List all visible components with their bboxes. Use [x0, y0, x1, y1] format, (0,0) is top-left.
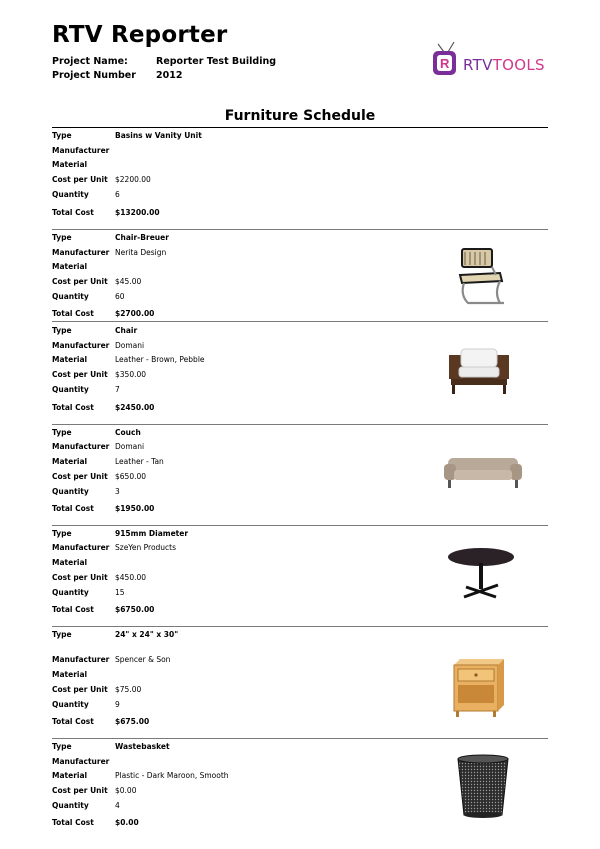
cost-label: Cost per Unit [52, 175, 108, 184]
type-label: Type [52, 428, 72, 437]
type-value: 24" x 24" x 30" [115, 630, 179, 639]
item-4-quantity-row [52, 487, 120, 496]
manufacturer-value: Domani [115, 341, 145, 350]
cost-value: $2200.00 [115, 175, 151, 184]
item-6-material-row [52, 670, 115, 679]
item-7-type-row [52, 742, 170, 751]
manufacturer-value: Domani [115, 442, 145, 451]
material-label: Material [52, 160, 88, 169]
manufacturer-label: Manufacturer [52, 655, 110, 664]
material-value: Plastic - Dark Maroon, Smooth [115, 771, 229, 780]
item-3-cost-row [52, 370, 146, 379]
item-4-material-row [52, 457, 164, 466]
quantity-value: 60 [115, 292, 125, 301]
cost-label: Cost per Unit [52, 685, 108, 694]
sofa-icon [438, 442, 528, 494]
item-3-material-row [52, 355, 205, 364]
type-label: Type [52, 742, 72, 751]
total-label: Total Cost [52, 208, 94, 217]
quantity-label: Quantity [52, 700, 89, 709]
quantity-value: 9 [115, 700, 120, 709]
item-divider [52, 424, 548, 425]
quantity-label: Quantity [52, 190, 89, 199]
total-value: $2700.00 [115, 309, 155, 318]
cost-label: Cost per Unit [52, 472, 108, 481]
type-label: Type [52, 529, 72, 538]
total-label: Total Cost [52, 818, 94, 827]
cost-value: $450.00 [115, 573, 147, 582]
type-value: Wastebasket [115, 742, 170, 751]
item-5-cost-row [52, 573, 146, 582]
type-label: Type [52, 131, 72, 140]
cost-value: $45.00 [115, 277, 142, 286]
item-4-total-row [52, 504, 154, 513]
cost-value: $350.00 [115, 370, 147, 379]
total-label: Total Cost [52, 605, 94, 614]
item-4-manufacturer-row [52, 442, 144, 451]
quantity-label: Quantity [52, 801, 89, 810]
item-divider [52, 626, 548, 627]
item-divider [52, 738, 548, 739]
item-4-cost-row [52, 472, 146, 481]
manufacturer-value: SzeYen Products [115, 543, 177, 552]
item-3-quantity-row [52, 385, 120, 394]
total-value: $0.00 [115, 818, 139, 827]
item-3-total-row [52, 403, 154, 412]
type-value: Chair-Breuer [115, 233, 169, 242]
item-6-quantity-row [52, 700, 120, 709]
project-number-value: 2012 [156, 70, 183, 81]
type-label: Type [52, 326, 72, 335]
schedule-title: Furniture Schedule [224, 108, 376, 124]
cost-label: Cost per Unit [52, 573, 108, 582]
material-label: Material [52, 262, 88, 271]
material-label: Material [52, 558, 88, 567]
item-1-cost-row [52, 175, 151, 184]
total-label: Total Cost [52, 504, 94, 513]
total-value: $13200.00 [115, 208, 160, 217]
quantity-value: 4 [115, 801, 120, 810]
total-value: $1950.00 [115, 504, 155, 513]
item-divider [52, 321, 548, 322]
type-label: Type [52, 233, 72, 242]
project-name-value: Reporter Test Building [156, 56, 277, 67]
item-6-total-row [52, 717, 149, 726]
item-5-type-row [52, 529, 188, 538]
cantilever-chair-icon [450, 243, 510, 311]
manufacturer-value: Spencer & Son [115, 655, 171, 664]
item-7-material-row [52, 771, 229, 780]
cost-label: Cost per Unit [52, 786, 108, 795]
item-2-material-row [52, 262, 115, 271]
item-1-material-row [52, 160, 115, 169]
quantity-label: Quantity [52, 487, 89, 496]
quantity-value: 15 [115, 588, 125, 597]
page-title: RTV Reporter [52, 22, 228, 48]
quantity-label: Quantity [52, 385, 89, 394]
item-divider [52, 525, 548, 526]
manufacturer-label: Manufacturer [52, 341, 110, 350]
material-label: Material [52, 670, 88, 679]
item-7-cost-row [52, 786, 136, 795]
item-2-type-row [52, 233, 169, 242]
total-value: $6750.00 [115, 605, 155, 614]
item-5-manufacturer-row [52, 543, 176, 552]
material-label: Material [52, 771, 88, 780]
item-2-quantity-row [52, 292, 125, 301]
total-value: $675.00 [115, 717, 150, 726]
total-label: Total Cost [52, 403, 94, 412]
item-7-total-row [52, 818, 139, 827]
cost-value: $0.00 [115, 786, 137, 795]
manufacturer-value: Nerita Design [115, 248, 167, 257]
quantity-value: 3 [115, 487, 120, 496]
material-label: Material [52, 457, 88, 466]
type-value: Couch [115, 428, 141, 437]
item-5-total-row [52, 605, 154, 614]
type-label: Type [52, 630, 72, 639]
cost-label: Cost per Unit [52, 277, 108, 286]
item-7-manufacturer-row [52, 757, 115, 766]
manufacturer-label: Manufacturer [52, 757, 110, 766]
round-table-icon [444, 545, 518, 603]
item-7-quantity-row [52, 801, 120, 810]
quantity-label: Quantity [52, 588, 89, 597]
cost-label: Cost per Unit [52, 370, 108, 379]
type-value: Basins w Vanity Unit [115, 131, 202, 140]
project-number-row [52, 70, 182, 81]
quantity-label: Quantity [52, 292, 89, 301]
project-number-label: Project Number [52, 70, 136, 81]
manufacturer-label: Manufacturer [52, 146, 110, 155]
item-6-manufacturer-row [52, 655, 170, 664]
nightstand-icon [448, 655, 508, 719]
type-value: Chair [115, 326, 138, 335]
item-1-quantity-row [52, 190, 120, 199]
item-1-type-row [52, 131, 202, 140]
total-label: Total Cost [52, 309, 94, 318]
logo-text: RTVTOOLS [463, 56, 545, 74]
item-6-type-row [52, 630, 178, 639]
material-label: Material [52, 355, 88, 364]
material-value: Leather - Tan [115, 457, 164, 466]
total-value: $2450.00 [115, 403, 155, 412]
wastebasket-icon [452, 753, 514, 821]
total-label: Total Cost [52, 717, 94, 726]
item-1-manufacturer-row [52, 146, 115, 155]
item-1-total-row [52, 208, 160, 217]
manufacturer-label: Manufacturer [52, 442, 110, 451]
armchair-icon [443, 343, 515, 398]
svg-text:R: R [440, 56, 450, 71]
project-name-label: Project Name: [52, 56, 128, 67]
material-value: Leather - Brown, Pebble [115, 355, 205, 364]
cost-value: $75.00 [115, 685, 142, 694]
manufacturer-label: Manufacturer [52, 543, 110, 552]
project-name-row [52, 56, 276, 67]
item-2-cost-row [52, 277, 141, 286]
quantity-value: 7 [115, 385, 120, 394]
manufacturer-label: Manufacturer [52, 248, 110, 257]
item-2-manufacturer-row [52, 248, 166, 257]
item-2-total-row [52, 309, 154, 318]
cost-value: $650.00 [115, 472, 147, 481]
item-divider [52, 229, 548, 230]
item-3-manufacturer-row [52, 341, 144, 350]
title-rule [52, 127, 548, 128]
item-5-quantity-row [52, 588, 125, 597]
quantity-value: 6 [115, 190, 120, 199]
type-value: 915mm Diameter [115, 529, 189, 538]
item-4-type-row [52, 428, 141, 437]
item-3-type-row [52, 326, 137, 335]
item-6-cost-row [52, 685, 141, 694]
item-5-material-row [52, 558, 115, 567]
